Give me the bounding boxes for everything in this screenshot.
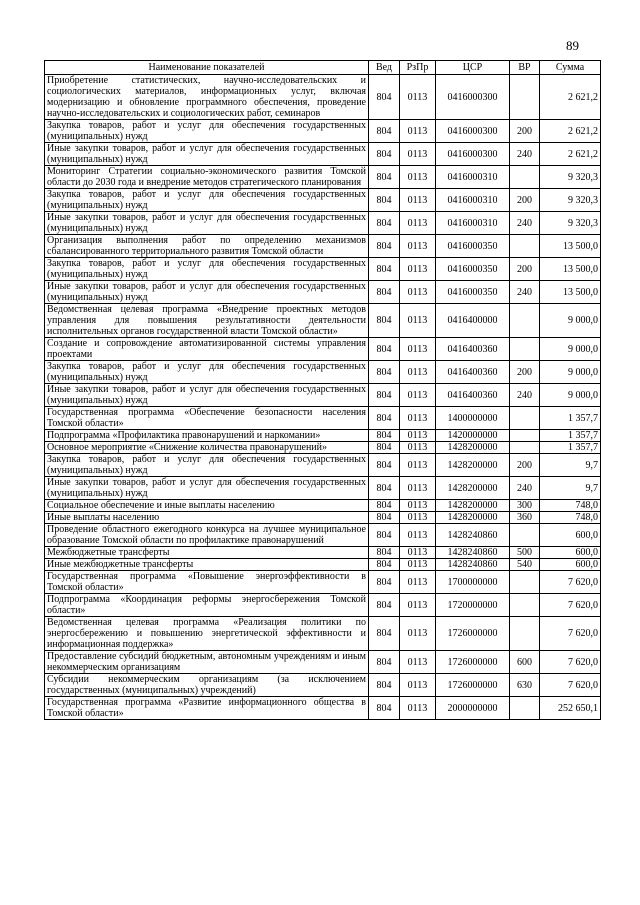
cell-ved: 804 <box>369 281 400 304</box>
cell-vr: 630 <box>510 674 540 697</box>
cell-sum: 9 320,3 <box>540 212 601 235</box>
cell-name: Приобретение статистических, научно-исследовательских и социологических материалов, информационных услуг, включая модернизацию и обновление программного обеспечения, проведение научно-исследовательских и социологических работ, семинаров <box>45 75 369 120</box>
cell-name: Мониторинг Стратегии социально-экономического развития Томской области до 2030 года и внедрение методов стратегического планирования <box>45 166 369 189</box>
header-rzpr: РзПр <box>400 61 436 75</box>
cell-ved: 804 <box>369 617 400 651</box>
cell-vr <box>510 617 540 651</box>
cell-ved: 804 <box>369 407 400 430</box>
cell-vr <box>510 442 540 454</box>
cell-csr: 0416400360 <box>436 384 510 407</box>
table-row <box>45 617 601 651</box>
table-header-row <box>45 61 601 75</box>
cell-sum: 600,0 <box>540 559 601 571</box>
cell-name: Иные закупки товаров, работ и услуг для обеспечения государственных (муниципальных) нужд <box>45 143 369 166</box>
cell-csr: 0416000350 <box>436 258 510 281</box>
cell-name: Субсидии некоммерческим организациям (за исключением государственных (муниципальных) учреждений) <box>45 674 369 697</box>
cell-name: Иные выплаты населению <box>45 512 369 524</box>
cell-name: Закупка товаров, работ и услуг для обеспечения государственных (муниципальных) нужд <box>45 120 369 143</box>
header-csr: ЦСР <box>436 61 510 75</box>
cell-sum: 9 320,3 <box>540 189 601 212</box>
cell-ved: 804 <box>369 304 400 338</box>
cell-sum: 9 320,3 <box>540 166 601 189</box>
cell-ved: 804 <box>369 361 400 384</box>
cell-name: Государственная программа «Развитие информационного общества в Томской области» <box>45 697 369 720</box>
cell-csr: 1428200000 <box>436 512 510 524</box>
cell-csr: 0416000310 <box>436 166 510 189</box>
cell-sum: 13 500,0 <box>540 258 601 281</box>
table-row <box>45 512 601 524</box>
cell-sum: 1 357,7 <box>540 407 601 430</box>
cell-name: Подпрограмма «Профилактика правонарушений и наркомании» <box>45 430 369 442</box>
cell-ved: 804 <box>369 235 400 258</box>
cell-csr: 1726000000 <box>436 651 510 674</box>
cell-rzpr: 0113 <box>400 407 436 430</box>
cell-name: Ведомственная целевая программа «Внедрение проектных методов управления для повышения результативности деятельности исполнительных органов государственной власти Томской области» <box>45 304 369 338</box>
table-row <box>45 361 601 384</box>
cell-sum: 9 000,0 <box>540 361 601 384</box>
table-row <box>45 524 601 547</box>
cell-sum: 7 620,0 <box>540 571 601 594</box>
cell-vr: 240 <box>510 143 540 166</box>
header-ved: Вед <box>369 61 400 75</box>
cell-name: Иные закупки товаров, работ и услуг для обеспечения государственных (муниципальных) нужд <box>45 212 369 235</box>
cell-ved: 804 <box>369 477 400 500</box>
cell-rzpr: 0113 <box>400 651 436 674</box>
table-row <box>45 697 601 720</box>
table-row <box>45 281 601 304</box>
cell-ved: 804 <box>369 143 400 166</box>
cell-vr: 360 <box>510 512 540 524</box>
cell-name: Межбюджетные трансферты <box>45 547 369 559</box>
cell-csr: 1428200000 <box>436 477 510 500</box>
cell-csr: 1726000000 <box>436 674 510 697</box>
cell-sum: 7 620,0 <box>540 594 601 617</box>
cell-csr: 0416400000 <box>436 304 510 338</box>
cell-ved: 804 <box>369 189 400 212</box>
table-row <box>45 166 601 189</box>
cell-ved: 804 <box>369 512 400 524</box>
cell-sum: 7 620,0 <box>540 674 601 697</box>
cell-csr: 0416400360 <box>436 338 510 361</box>
header-sum: Сумма <box>540 61 601 75</box>
cell-sum: 748,0 <box>540 500 601 512</box>
cell-sum: 1 357,7 <box>540 442 601 454</box>
cell-ved: 804 <box>369 166 400 189</box>
cell-ved: 804 <box>369 120 400 143</box>
cell-rzpr: 0113 <box>400 338 436 361</box>
cell-csr: 2000000000 <box>436 697 510 720</box>
table-row <box>45 594 601 617</box>
table-row <box>45 338 601 361</box>
cell-rzpr: 0113 <box>400 258 436 281</box>
cell-name: Проведение областного ежегодного конкурса на лучшее муниципальное образование Томской области по профилактике правонарушений <box>45 524 369 547</box>
cell-name: Ведомственная целевая программа «Реализация политики по энергосбережению и повышению энергетической эффективности и информационная поддержка» <box>45 617 369 651</box>
cell-sum: 7 620,0 <box>540 651 601 674</box>
header-vr: ВР <box>510 61 540 75</box>
cell-rzpr: 0113 <box>400 674 436 697</box>
cell-sum: 600,0 <box>540 547 601 559</box>
table-row <box>45 454 601 477</box>
table-row <box>45 143 601 166</box>
cell-name: Закупка товаров, работ и услуг для обеспечения государственных (муниципальных) нужд <box>45 361 369 384</box>
cell-rzpr: 0113 <box>400 512 436 524</box>
cell-sum: 9 000,0 <box>540 338 601 361</box>
cell-vr: 500 <box>510 547 540 559</box>
cell-ved: 804 <box>369 338 400 361</box>
cell-vr <box>510 407 540 430</box>
cell-vr: 200 <box>510 258 540 281</box>
table-row <box>45 559 601 571</box>
cell-sum: 9,7 <box>540 454 601 477</box>
cell-sum: 9 000,0 <box>540 384 601 407</box>
cell-csr: 0416000300 <box>436 120 510 143</box>
cell-rzpr: 0113 <box>400 500 436 512</box>
cell-ved: 804 <box>369 430 400 442</box>
cell-sum: 13 500,0 <box>540 235 601 258</box>
cell-csr: 1700000000 <box>436 571 510 594</box>
cell-sum: 13 500,0 <box>540 281 601 304</box>
cell-csr: 1428240860 <box>436 547 510 559</box>
cell-vr <box>510 571 540 594</box>
cell-vr: 240 <box>510 384 540 407</box>
cell-csr: 0416000310 <box>436 189 510 212</box>
cell-vr <box>510 430 540 442</box>
cell-csr: 1420000000 <box>436 430 510 442</box>
cell-vr: 540 <box>510 559 540 571</box>
cell-rzpr: 0113 <box>400 189 436 212</box>
cell-csr: 0416000310 <box>436 212 510 235</box>
cell-vr: 240 <box>510 212 540 235</box>
cell-csr: 0416000350 <box>436 281 510 304</box>
cell-sum: 2 621,2 <box>540 75 601 120</box>
table-row <box>45 571 601 594</box>
cell-ved: 804 <box>369 442 400 454</box>
cell-ved: 804 <box>369 212 400 235</box>
cell-vr <box>510 594 540 617</box>
cell-name: Предоставление субсидий бюджетным, автономным учреждениям и иным некоммерческим организациям <box>45 651 369 674</box>
cell-name: Иные закупки товаров, работ и услуг для обеспечения государственных (муниципальных) нужд <box>45 384 369 407</box>
cell-csr: 1428240860 <box>436 524 510 547</box>
cell-name: Социальное обеспечение и иные выплаты населению <box>45 500 369 512</box>
cell-sum: 7 620,0 <box>540 617 601 651</box>
table-row <box>45 500 601 512</box>
cell-rzpr: 0113 <box>400 571 436 594</box>
cell-vr <box>510 235 540 258</box>
table-row <box>45 430 601 442</box>
cell-ved: 804 <box>369 384 400 407</box>
cell-vr: 240 <box>510 477 540 500</box>
cell-name: Иные межбюджетные трансферты <box>45 559 369 571</box>
cell-vr <box>510 75 540 120</box>
page-number: 89 <box>566 38 579 53</box>
cell-vr: 200 <box>510 454 540 477</box>
cell-rzpr: 0113 <box>400 120 436 143</box>
cell-vr: 600 <box>510 651 540 674</box>
cell-rzpr: 0113 <box>400 304 436 338</box>
cell-rzpr: 0113 <box>400 454 436 477</box>
cell-csr: 0416000300 <box>436 75 510 120</box>
cell-rzpr: 0113 <box>400 235 436 258</box>
cell-rzpr: 0113 <box>400 594 436 617</box>
cell-name: Закупка товаров, работ и услуг для обеспечения государственных (муниципальных) нужд <box>45 454 369 477</box>
cell-name: Подпрограмма «Координация реформы энергосбережения Томской области» <box>45 594 369 617</box>
cell-csr: 0416400360 <box>436 361 510 384</box>
cell-vr: 300 <box>510 500 540 512</box>
cell-sum: 9 000,0 <box>540 304 601 338</box>
cell-rzpr: 0113 <box>400 697 436 720</box>
cell-ved: 804 <box>369 500 400 512</box>
cell-ved: 804 <box>369 75 400 120</box>
cell-rzpr: 0113 <box>400 212 436 235</box>
table-row <box>45 547 601 559</box>
cell-csr: 0416000350 <box>436 235 510 258</box>
cell-sum: 2 621,2 <box>540 120 601 143</box>
cell-vr: 200 <box>510 120 540 143</box>
cell-ved: 804 <box>369 454 400 477</box>
cell-rzpr: 0113 <box>400 430 436 442</box>
cell-vr <box>510 524 540 547</box>
cell-name: Основное мероприятие «Снижение количества правонарушений» <box>45 442 369 454</box>
cell-name: Иные закупки товаров, работ и услуг для обеспечения государственных (муниципальных) нужд <box>45 281 369 304</box>
cell-rzpr: 0113 <box>400 617 436 651</box>
cell-name: Закупка товаров, работ и услуг для обеспечения государственных (муниципальных) нужд <box>45 189 369 212</box>
table-row <box>45 384 601 407</box>
cell-sum: 9,7 <box>540 477 601 500</box>
cell-ved: 804 <box>369 258 400 281</box>
table-row <box>45 75 601 120</box>
cell-vr <box>510 304 540 338</box>
cell-sum: 748,0 <box>540 512 601 524</box>
table-row <box>45 651 601 674</box>
budget-table <box>44 60 601 720</box>
cell-rzpr: 0113 <box>400 524 436 547</box>
cell-rzpr: 0113 <box>400 547 436 559</box>
cell-sum: 252 650,1 <box>540 697 601 720</box>
cell-ved: 804 <box>369 547 400 559</box>
cell-vr <box>510 166 540 189</box>
cell-rzpr: 0113 <box>400 281 436 304</box>
cell-csr: 1428200000 <box>436 442 510 454</box>
table-row <box>45 442 601 454</box>
cell-csr: 1428240860 <box>436 559 510 571</box>
cell-ved: 804 <box>369 594 400 617</box>
cell-sum: 1 357,7 <box>540 430 601 442</box>
table-row <box>45 189 601 212</box>
cell-rzpr: 0113 <box>400 559 436 571</box>
cell-rzpr: 0113 <box>400 166 436 189</box>
table-row <box>45 120 601 143</box>
cell-name: Государственная программа «Обеспечение безопасности населения Томской области» <box>45 407 369 430</box>
cell-rzpr: 0113 <box>400 75 436 120</box>
cell-name: Закупка товаров, работ и услуг для обеспечения государственных (муниципальных) нужд <box>45 258 369 281</box>
cell-csr: 1428200000 <box>436 500 510 512</box>
cell-ved: 804 <box>369 651 400 674</box>
cell-ved: 804 <box>369 571 400 594</box>
cell-csr: 0416000300 <box>436 143 510 166</box>
table-row <box>45 407 601 430</box>
cell-name: Организация выполнения работ по определению механизмов сбалансированного территориального развития Томской области <box>45 235 369 258</box>
cell-ved: 804 <box>369 559 400 571</box>
cell-vr <box>510 697 540 720</box>
cell-csr: 1726000000 <box>436 617 510 651</box>
cell-csr: 1428200000 <box>436 454 510 477</box>
cell-name: Создание и сопровождение автоматизированной системы управления проектами <box>45 338 369 361</box>
table-row <box>45 304 601 338</box>
table-row <box>45 258 601 281</box>
cell-ved: 804 <box>369 524 400 547</box>
cell-csr: 1400000000 <box>436 407 510 430</box>
cell-rzpr: 0113 <box>400 442 436 454</box>
cell-vr: 240 <box>510 281 540 304</box>
table-row <box>45 477 601 500</box>
table-row <box>45 235 601 258</box>
cell-vr: 200 <box>510 189 540 212</box>
cell-vr <box>510 338 540 361</box>
cell-rzpr: 0113 <box>400 361 436 384</box>
cell-name: Иные закупки товаров, работ и услуг для обеспечения государственных (муниципальных) нужд <box>45 477 369 500</box>
table-row <box>45 212 601 235</box>
cell-ved: 804 <box>369 674 400 697</box>
cell-sum: 2 621,2 <box>540 143 601 166</box>
cell-rzpr: 0113 <box>400 477 436 500</box>
cell-name: Государственная программа «Повышение энергоэффективности в Томской области» <box>45 571 369 594</box>
cell-ved: 804 <box>369 697 400 720</box>
cell-sum: 600,0 <box>540 524 601 547</box>
table-row <box>45 674 601 697</box>
cell-rzpr: 0113 <box>400 384 436 407</box>
header-name: Наименование показателей <box>45 61 369 75</box>
cell-csr: 1720000000 <box>436 594 510 617</box>
cell-rzpr: 0113 <box>400 143 436 166</box>
cell-vr: 200 <box>510 361 540 384</box>
